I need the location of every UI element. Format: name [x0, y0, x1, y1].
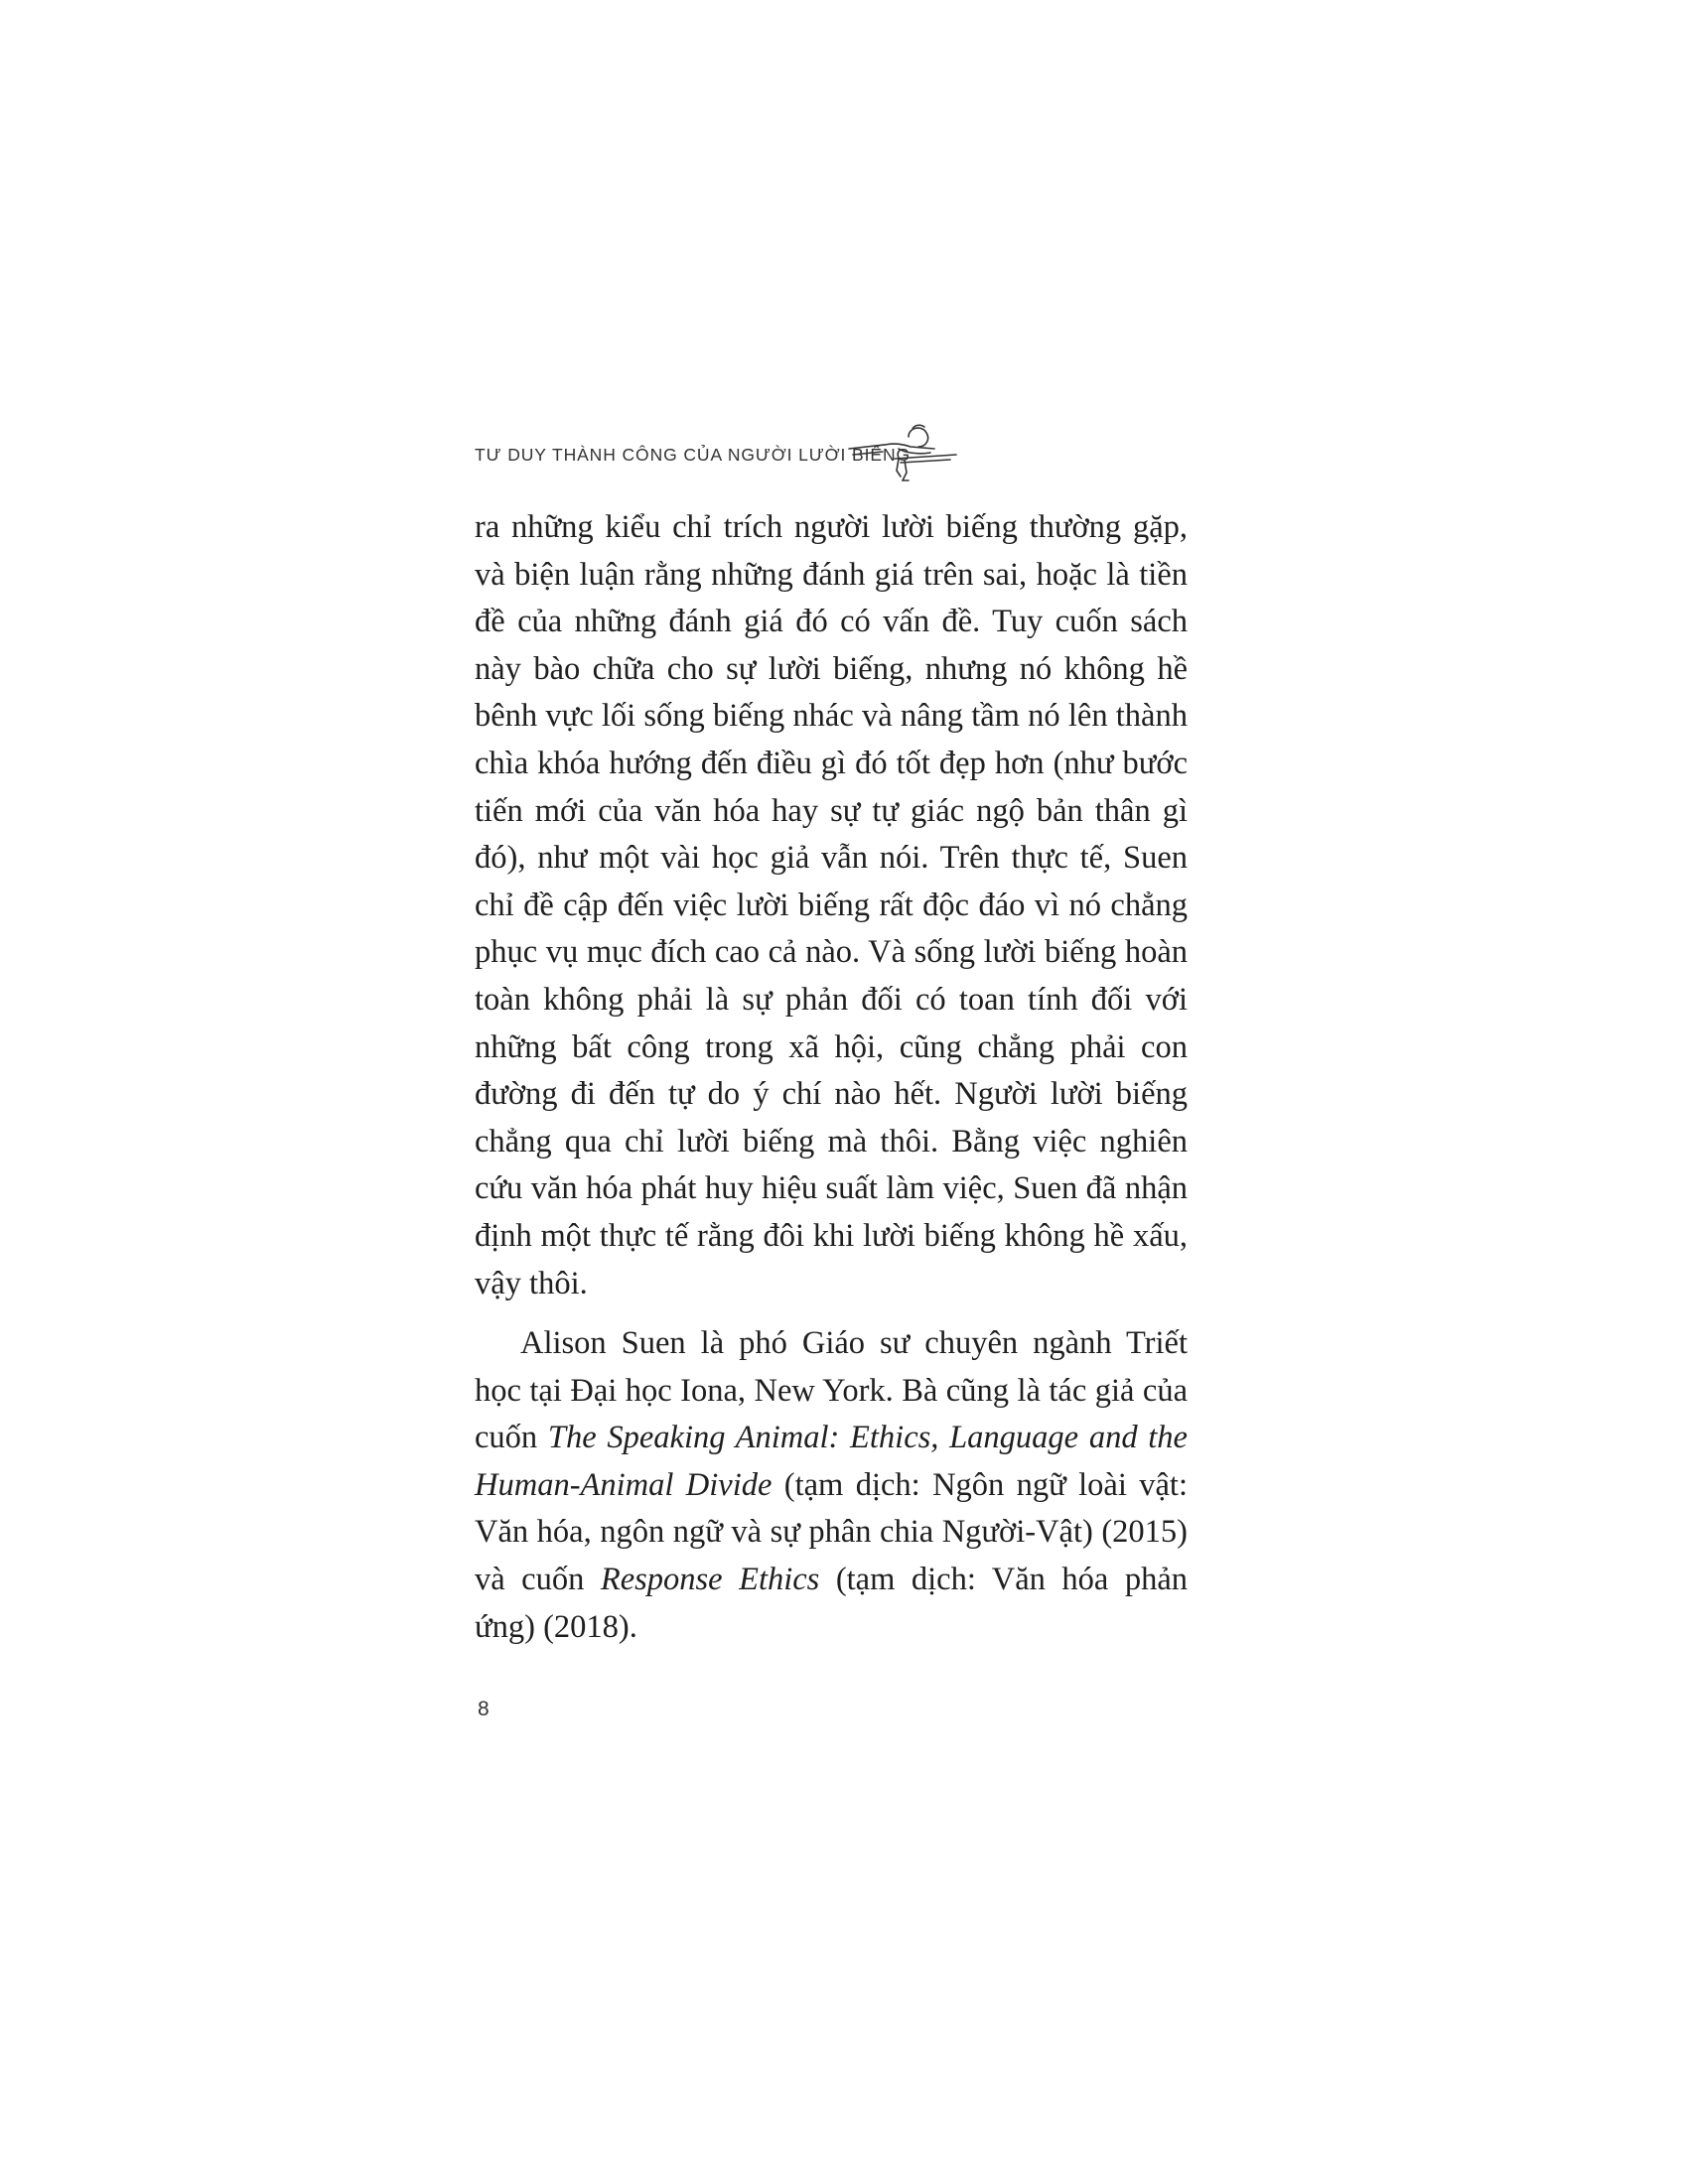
- book-title-1: The Speaking Animal: Ethics, Language and the Human-Animal Divide: [475, 1420, 1188, 1503]
- body-text: [475, 504, 1188, 1651]
- paragraph-2-part-1: Alison Suen là phó Giáo sư chuyên ngành Triết học tại Đại học Iona, New York. Bà cũng là tác giả của cuốn: [475, 1325, 1188, 1456]
- page-number: 8: [478, 1698, 490, 1720]
- book-title-2: Response Ethics: [600, 1562, 820, 1598]
- running-title: TƯ DUY THÀNH CÔNG CỦA NGƯỜI LƯỜI BIẾNG: [475, 444, 912, 465]
- paragraph-2: [475, 1320, 1188, 1651]
- paragraph-1: ra những kiểu chỉ trích người lười biếng thường gặp, và biện luận rằng những đánh giá trên sai, hoặc là tiền đề của những đánh giá đó có vấn đề. Tuy cuốn sách này bào chữa cho sự lười biếng, nhưng nó không hề bênh vực lối sống biếng nhác và nâng tầm nó lên thành chìa khóa hướng đến điều gì đó tốt đẹp hơn (như bước tiến mới của văn hóa hay sự tự giác ngộ bản thân gì đó), như một vài học giả vẫn nói. Trên thực tế, Suen chỉ đề cập đến việc lười biếng rất độc đáo vì nó chẳng phục vụ mục đích cao cả nào. Và sống lười biếng hoàn toàn không phải là sự phản đối có toan tính đối với những bất công trong xã hội, cũng chẳng phải con đường đi đến tự do ý chí nào hết. Người lười biếng chẳng qua chỉ lười biếng mà thôi. Bằng việc nghiên cứu văn hóa phát huy hiệu suất làm việc, Suen đã nhận định một thực tế rằng đôi khi lười biếng không hề xấu, vậy thôi.: [475, 509, 1188, 1301]
- paragraph-2-part-2: (tạm dịch: Ngôn ngữ loài vật: Văn hóa, ngôn ngữ và sự phân chia Người-Vật) (2015) và cuốn: [475, 1466, 1188, 1598]
- lazy-person-on-desk-icon: [839, 415, 968, 489]
- paragraph-2-part-3: (tạm dịch: Văn hóa phản ứng) (2018).: [475, 1562, 1188, 1645]
